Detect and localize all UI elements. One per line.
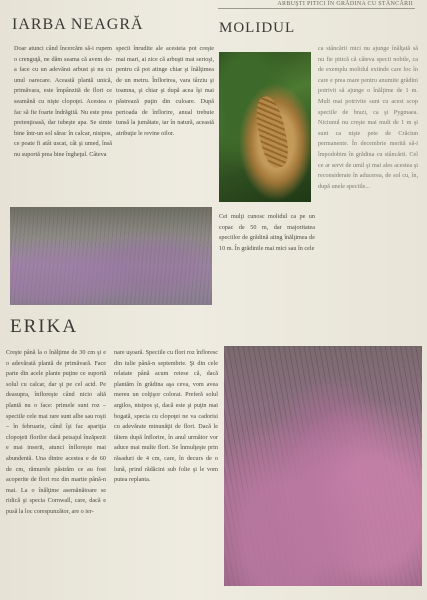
erika-column-1	[6, 348, 106, 518]
header-rule	[218, 8, 415, 9]
erika-text-1: Creşte până la o înălţime de 30 cm şi e o adevărată plantă de primăvară. Face parte din acele plante puţine ce suportă solul cu calcar, dar şi pe cel acid. Pe deasupra, înfloreşte când nicio altă plantă nu o face: primele sunt roz – speciile cele mai rare sunt albe sau roşii – în februarie, când îşi fac apariţia clopoţeii florilor dacă peisajul înzăpezit e mai inserit, atunci înfloreşte mai abundentă. Una dintre acestea e de 60 de cm, rămurele păstrăm ce au fost acoperite de flori roz din martie până-n mai. La o înălţime asemănătoare se ridică şi specia Cornwall, care, dacă e pusă la loc corespunzător, are o ier-	[6, 349, 106, 515]
molidul-caption	[219, 212, 315, 254]
erika-title: ERIKA	[10, 316, 79, 337]
iarba-neagra-title: IARBA NEAGRĂ	[12, 16, 144, 33]
molidul-column	[318, 44, 418, 192]
erika-text-2: nare uşoară. Speciile cu flori roz înfloresc din iulie până-n septembrie. Şi din cele relatate până acum reiese că, dacă plantăm în grădina aşa ceva, vom avea mereu un colţişor colorat. Preferă solul argilos, nisipos şi, dacă este şi puţin mai bogată, specia cu clopoţei ne va cadorisi cu adevărate minunăţii de flori. Dacă le tăiem după înflorire, în anul următor vor aduce mai multe flori. Se înmulţeşte prin răsaduri de 4 cm, care, în decurs de o lună, prind rădăcini sub folie şi le vom putea replanta.	[114, 349, 218, 484]
running-head: ARBUŞTI PITICI ÎN GRĂDINA CU STÂNCĂRII	[277, 1, 413, 7]
erika-column-2	[114, 348, 218, 486]
molidul-caption-text: Cei mulţi cunosc molidul ca pe un copac de 50 m, dar majoritatea speciilor de grădină ating înălţimea de 10 m. În grădinile mai mici sau în cele	[219, 213, 315, 252]
molidul-title: MOLIDUL	[219, 20, 296, 36]
heather-field-photo	[10, 207, 212, 305]
iarba-column-1	[14, 44, 112, 161]
iarba-column-2	[116, 44, 214, 139]
iarba-text-2: specii înrudite ale acesteia pot creşte mai mari, ai zice că arbuşti mai serioşi, pentru că pot atinge chiar şi înălţimea de un metru. Înflorirea, vara târziu şi toamna, şi chiar şi după acea îşi mai păstrează puţin din culoare. După perioada de înflorire, anual trebuie tunsă la jumătate, iar în natură, această atribuţie le revine oilor.	[116, 45, 214, 137]
molidul-text: ca stâncării mici nu ajunge înălţată să nu fie pitică că câteva specii nobile, ca de exemplu molidul extinde care loc în care e prea mare pentru anumite grădini potrivit să ajunge o înălţime de 1 m. Mult mai potrivite sunt cu acest scop speciile de brazi, ca şi Pygmaea. Niciunul nu creşte mai mult de 1 m şi sunt ca nişte pete de Crăciun permanente. În decembrie merită să-i împodobim în grădina cu stâncării. Cel ce ar servi de umil şi mai ales acestea şi reconsiderate în aducerea, de sol cu, în, după unele speciile...	[318, 45, 418, 190]
spruce-cone-photo	[219, 52, 311, 202]
erika-flowers-photo	[224, 346, 422, 586]
iarba-text-1: Doar atunci când încercăm să-i rupem o crenguţă, ne dăm seama că avem de-a face cu un adevărat arbust şi nu cu unul oarecare. Această plantă unică, primăvara, este împânzită de flori ce seamănă cu nişte clopoţei. Acestea o fac să fie foarte îndrăgită. Nu este prea pretenţioasă, dar iubeşte apa. Se simte bine într-un sol sărac în calcar, nisipos, ce poate fi atât uscat, cât şi umed, însă nu suportă prea bine îngheţul. Câteva	[14, 45, 112, 158]
